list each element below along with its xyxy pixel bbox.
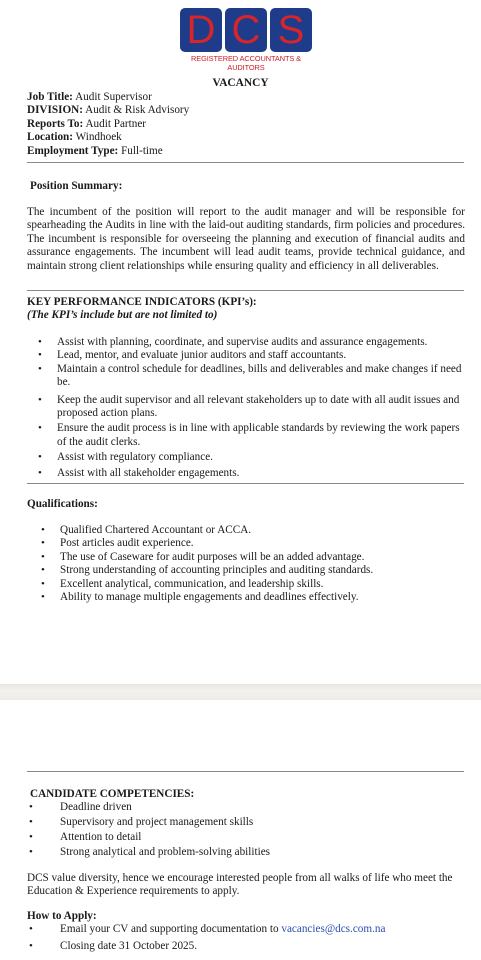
detail-value: Windhoek xyxy=(73,131,122,144)
list-item-text: Assist with regulatory compliance. xyxy=(57,451,213,464)
bullet-icon: • xyxy=(38,451,42,464)
list-item xyxy=(41,590,465,604)
bullet-icon: • xyxy=(41,537,45,550)
apply-list xyxy=(29,923,465,955)
list-item xyxy=(29,831,465,846)
list-item xyxy=(41,564,465,577)
detail-label: Employment Type: xyxy=(27,144,119,157)
logo-letter-s: S xyxy=(270,8,312,52)
email-link[interactable]: vacancies@dcs.com.na xyxy=(281,923,386,935)
bullet-icon: • xyxy=(29,801,33,813)
bullet-icon: • xyxy=(38,422,42,435)
list-item-text: Keep the audit supervisor and all relevant stakeholders up to date with all audit issues and proposed action plans. xyxy=(57,393,460,419)
competencies-title: CANDIDATE COMPETENCIES: xyxy=(30,788,195,800)
list-item-text: Qualified Chartered Accountant or ACCA. xyxy=(60,524,252,536)
list-item-text: Lead, mentor, and evaluate junior auditors and staff accountants. xyxy=(57,349,347,362)
bullet-icon: • xyxy=(29,846,33,858)
apply-email-text: Email your CV and supporting documentation to xyxy=(60,923,282,935)
bullet-icon: • xyxy=(38,336,42,348)
list-item-text: Assist with all stakeholder engagements. xyxy=(57,466,240,479)
list-item xyxy=(29,816,465,831)
logo-tagline: REGISTERED ACCOUNTANTS & AUDITORS xyxy=(191,54,301,72)
kpi-list xyxy=(38,336,465,480)
bullet-icon: • xyxy=(29,940,33,952)
bullet-icon: • xyxy=(38,362,42,375)
summary-text: The incumbent of the position will report to the audit manager and will be responsible for spearheading the Audits in line with the laid-out auditing standards, firm policies and procedures. The incumbent is responsible for overseeing the planning and execution of financial audits and assurance engagements. The incumbent will lead audit teams, provide technical guidance, and maintain strong client relationships while ensuring quality and efficiency in all deliverables. xyxy=(27,206,465,272)
list-item xyxy=(41,524,465,537)
kpi-title: KEY PERFORMANCE INDICATORS (KPI’s): xyxy=(27,296,257,308)
list-item xyxy=(38,362,465,390)
bullet-icon: • xyxy=(38,393,42,406)
list-item xyxy=(38,393,465,421)
summary-title: Position Summary: xyxy=(30,180,123,192)
divider xyxy=(27,290,464,291)
list-item xyxy=(38,422,465,449)
detail-label: DIVISION: xyxy=(27,104,83,117)
bullet-icon: • xyxy=(38,349,42,362)
list-item xyxy=(41,577,465,591)
list-item xyxy=(41,537,465,550)
bullet-icon: • xyxy=(29,923,33,935)
bullet-icon: • xyxy=(29,816,33,828)
bullet-icon: • xyxy=(38,466,42,479)
qualifications-title: Qualifications: xyxy=(27,498,98,510)
divider xyxy=(27,483,464,484)
dcs-logo xyxy=(178,8,314,72)
detail-employment-type xyxy=(27,145,189,158)
detail-value: Audit Partner xyxy=(83,117,147,130)
list-item-text: The use of Caseware for audit purposes will be an added advantage. xyxy=(60,550,365,563)
list-item xyxy=(29,846,465,861)
list-item xyxy=(38,349,465,362)
list-item-text: Strong analytical and problem-solving abilities xyxy=(60,846,271,858)
list-item-text: Maintain a control schedule for deadlines, bills and deliverables and make changes if need be. xyxy=(57,362,462,389)
bullet-icon: • xyxy=(29,831,33,843)
list-item-text: Post articles audit experience. xyxy=(60,537,194,550)
diversity-statement: DCS value diversity, hence we encourage interested people from all walks of life who meet the Education & Experience requirements to apply. xyxy=(27,872,453,898)
page-two xyxy=(0,700,481,960)
list-item-text: Assist with planning, coordinate, and supervise audits and assurance engagements. xyxy=(57,336,428,348)
list-item-text: Excellent analytical, communication, and leadership skills. xyxy=(60,577,324,590)
list-item-text: Supervisory and project management skills xyxy=(60,816,254,828)
divider xyxy=(27,162,464,163)
detail-value: Full-time xyxy=(118,144,163,157)
list-item-text: Ensure the audit process is in line with applicable standards by reviewing the work papers of the audit clerks. xyxy=(57,422,460,448)
detail-label: Location: xyxy=(27,131,73,144)
page-break xyxy=(0,684,481,700)
detail-value: Audit & Risk Advisory xyxy=(82,104,190,117)
list-item-text: Attention to detail xyxy=(60,831,142,843)
list-item xyxy=(29,940,465,955)
list-item-text: Ability to manage multiple engagements and deadlines effectively. xyxy=(60,590,359,603)
bullet-icon: • xyxy=(41,577,45,590)
bullet-icon: • xyxy=(41,564,45,577)
list-item-text: Deadline driven xyxy=(60,801,132,813)
job-details xyxy=(27,91,189,158)
detail-location xyxy=(27,131,189,144)
detail-division xyxy=(27,104,189,117)
list-item xyxy=(38,336,465,349)
kpi-subtitle: (The KPI’s include but are not limited to) xyxy=(27,309,218,321)
competencies-list xyxy=(29,801,465,861)
list-item xyxy=(38,451,465,464)
list-item xyxy=(41,550,465,564)
qualifications-list xyxy=(41,524,465,604)
logo-letter-d: D xyxy=(180,8,222,52)
closing-date: Closing date 31 October 2025. xyxy=(60,940,198,952)
bullet-icon: • xyxy=(41,550,45,563)
logo-letter-c: C xyxy=(225,8,267,52)
detail-value: Audit Supervisor xyxy=(72,91,152,103)
detail-job-title xyxy=(27,91,189,104)
list-item-text: Strong understanding of accounting principles and auditing standards. xyxy=(60,564,374,577)
detail-label: Job Title: xyxy=(27,91,73,103)
bullet-icon: • xyxy=(41,524,45,536)
detail-label: Reports To: xyxy=(27,117,84,130)
how-to-apply-title: How to Apply: xyxy=(27,910,97,922)
divider xyxy=(27,771,464,772)
list-item xyxy=(38,466,465,480)
vacancy-heading: VACANCY xyxy=(212,77,269,89)
detail-reports-to xyxy=(27,118,189,131)
bullet-icon: • xyxy=(41,590,45,603)
list-item xyxy=(29,923,465,940)
logo-letters xyxy=(178,8,314,52)
list-item xyxy=(29,801,465,816)
